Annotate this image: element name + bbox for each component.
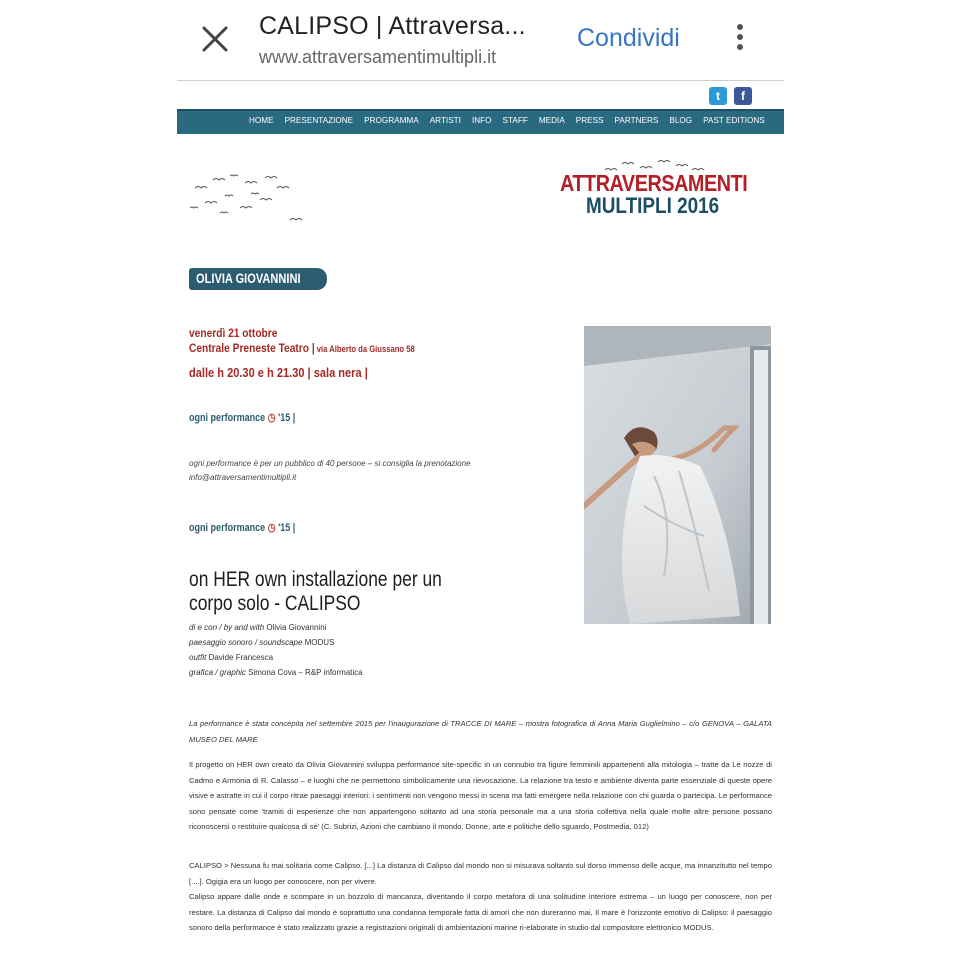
event-venue (189, 341, 415, 355)
project-description: Il progetto on HER own creato da Olivia Giovannini sviluppa performance site-specific in un connubio tra figure femminili appartenenti alla mitologia – tratte da Le nozze di Cadmo e Armonia di R. Calasso – e luoghi che ne permettono simbolicamente una rievocazione. La relazione tra testo e ambiente diventa parte essenziale di queste opere visive e astratte in cui il corpo ritrae paesaggi interiori: i sentimenti non vengono messi in scena ma fatti emergere nella relazione con chi guarda o partecipa. Le performance sono pensate come 'tramiti di esperienze che non appartengono soltanto ad una storia personale ma a una storia collettiva nella quale molte altre persone possano riconoscersi o restituire qualcosa di sé' (C. Subrizi, Azioni che cambiano il mondo. Donne, arte e politiche dello sguardo, Postmedia, 012) (189, 760, 772, 832)
credit-role: di e con / by and with (189, 623, 267, 632)
page-url: www.attraversamentimultipli.it (259, 47, 497, 67)
nav-item-past-editions[interactable]: PAST EDITIONS (703, 116, 765, 125)
credit-row (189, 620, 363, 635)
nav-item-blog[interactable]: BLOG (669, 116, 693, 125)
close-icon[interactable] (200, 24, 230, 54)
credit-name: Olivia Giovannini (266, 623, 327, 632)
credit-name: Davide Francesca (208, 653, 274, 662)
credit-name: Simona Cova – R&P informatica (248, 668, 363, 677)
credit-role: grafica / graphic (189, 668, 249, 677)
nav-item-presentazione[interactable]: PRESENTAZIONE (284, 116, 354, 125)
credit-row (189, 635, 363, 650)
twitter-icon[interactable]: t (709, 87, 727, 105)
artist-name: OLIVIA GIOVANNINI (196, 271, 301, 286)
clock-icon: ◷ (267, 412, 276, 424)
credit-role: outfit (189, 653, 209, 662)
calipso-quote: CALIPSO > Nessuna fu mai solitaria come Calipso. [...] La distanza di Calipso dal mondo non si misurava soltanto sul dorso immenso delle acque, ma innanzitutto nel tempo [....]. Ogigia era un luogo per conoscere, non per vivere. (189, 861, 772, 886)
more-options-icon[interactable] (733, 24, 747, 56)
nav-item-partners[interactable]: PARTNERS (614, 116, 659, 125)
page-title: CALIPSO | Attraversa... (259, 12, 526, 40)
duration-value: '15 | (275, 412, 296, 424)
birds-decoration (185, 168, 315, 228)
logo-line-2: MULTIPLI 2016 (586, 193, 720, 218)
credit-name: MODUS (304, 638, 335, 647)
credit-role: paesaggio sonoro / soundscape (189, 638, 305, 647)
venue-name: Centrale Preneste Teatro | (189, 341, 315, 355)
nav-item-staff[interactable]: STAFF (502, 116, 528, 125)
booking-note-text: ogni performance è per un pubblico di 40 persone – si consiglia la prenotazione (189, 459, 471, 468)
nav-item-programma[interactable]: PROGRAMMA (364, 116, 419, 125)
credit-row (189, 665, 363, 680)
main-navigation (177, 109, 784, 134)
booking-note (189, 457, 471, 485)
calipso-text: Calipso appare dalle onde e scompare in un bozzolo di mancanza, diventando il corpo metafora di una solitudine interiore estrema – un luogo per conoscere, non per restare. La distanza di Calipso dal mondo è soprattutto una condanna temporale fatta di amori che non dureranno mai, Il mare è l'orizzonte emotivo di Calipso: il paesaggio sonoro della performance è stato realizzato grazie a registrazioni originali di ambientazioni marine ri-elaborate in studio dal compositore elettronico MODUS. (189, 892, 772, 933)
event-date: venerdì 21 ottobre (189, 326, 278, 340)
performance-label: ogni performance (189, 412, 266, 424)
browser-top-bar (177, 0, 784, 81)
calipso-description (189, 858, 772, 936)
booking-email-link[interactable]: info@attraversamentimultipli.it (189, 473, 297, 482)
performance-duration (189, 411, 295, 424)
performance-label: ogni performance (189, 522, 266, 534)
nav-item-artisti[interactable]: ARTISTI (429, 116, 461, 125)
clock-icon: ◷ (267, 522, 276, 534)
nav-item-media[interactable]: MEDIA (538, 116, 565, 125)
festival-logo[interactable] (560, 170, 760, 219)
nav-item-home[interactable]: HOME (249, 116, 274, 125)
venue-address: via Alberto da Giussano 58 (314, 344, 415, 354)
credits-list (189, 620, 363, 680)
share-button[interactable]: Condividi (577, 24, 680, 52)
nav-item-info[interactable]: INFO (471, 116, 492, 125)
nav-item-press[interactable]: PRESS (575, 116, 604, 125)
performance-title: on HER own installazione per un corpo solo - CALIPSO (189, 568, 442, 615)
artist-name-banner (189, 268, 327, 290)
duration-value: '15 | (275, 522, 296, 534)
facebook-icon[interactable]: f (734, 87, 752, 105)
event-hours: dalle h 20.30 e h 21.30 | sala nera | (189, 365, 368, 380)
credit-row (189, 650, 363, 665)
intro-paragraph: La performance è stata concepita nel settembre 2015 per l'inaugurazione di TRACCE DI MARE – mostra fotografica di Anna Maria Guglielmino – c/o GENOVA – GALATA MUSEO DEL MARE (189, 719, 772, 744)
performance-photo[interactable] (584, 326, 771, 624)
logo-line-1: ATTRAVERSAMENTI (560, 170, 748, 196)
performance-duration (189, 521, 295, 534)
